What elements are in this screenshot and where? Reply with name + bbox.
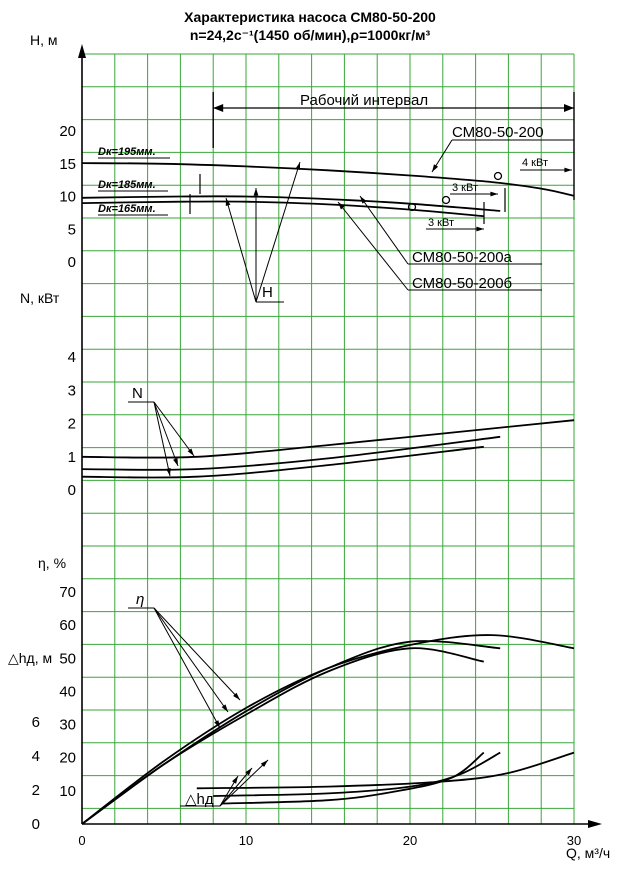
diameter-label-185: Dк=185мм.	[98, 179, 156, 191]
efficiency-tick-label: 10	[59, 782, 76, 800]
head-callout-arrow-head	[296, 162, 301, 170]
series-label-200a: СМ80-50-200а	[412, 249, 512, 266]
power-callout-arrow-head	[188, 449, 194, 457]
head-callout-arrow	[226, 198, 256, 302]
diameter-label-165: Dк=165мм.	[98, 203, 156, 215]
npsh-callout-arrow	[220, 760, 268, 806]
power-tick-label: 4	[67, 349, 76, 366]
efficiency-callout-label: η	[136, 591, 145, 608]
y-axis-arrow	[78, 44, 86, 58]
power-mark-arrow-head	[490, 192, 498, 197]
npsh-axis-label: △hд, м	[8, 650, 53, 666]
head-tick-label: 20	[59, 123, 76, 140]
power-callout-label: N	[132, 385, 143, 402]
x-tick-label: 10	[238, 833, 254, 848]
x-tick-label: 20	[402, 833, 418, 848]
npsh-tick-label: 6	[31, 714, 40, 731]
x-axis-arrow	[588, 820, 602, 828]
diameter-label-195: Dк=195мм.	[98, 146, 156, 158]
x-tick-label: 30	[566, 833, 582, 848]
efficiency-tick-label: 40	[59, 683, 76, 701]
series-leader-200-head	[432, 164, 438, 172]
npsh-callout-label: △hд	[185, 791, 214, 808]
efficiency-tick-label: 20	[59, 749, 76, 767]
x-axis-label: Q, м³/ч	[566, 845, 611, 861]
efficiency-tick-label: 60	[59, 617, 76, 635]
power-point	[495, 173, 502, 180]
npsh-curve-0	[197, 753, 574, 789]
efficiency-axis-label: η, %	[38, 555, 67, 571]
power-curve-0	[82, 420, 574, 457]
head-tick-label: 15	[59, 155, 76, 173]
npsh-tick-label: 0	[31, 816, 40, 833]
series-leader-200a	[360, 196, 408, 264]
interval-arrow-left	[213, 104, 223, 112]
power-tick-label: 2	[67, 415, 76, 433]
power-callout-arrow-head	[166, 468, 171, 476]
power-mark-4kw: 4 кВт	[522, 157, 548, 169]
series-label-200: СМ80-50-200	[452, 124, 544, 141]
head-tick-label: 0	[67, 254, 76, 271]
head-tick-label: 5	[67, 221, 76, 239]
series-label-200b: СМ80-50-200б	[412, 275, 513, 292]
power-tick-label: 0	[67, 482, 76, 499]
power-mark-arrow-head	[476, 227, 484, 232]
head-axis-label: Н, м	[30, 32, 58, 48]
power-mark-arrow-head	[564, 168, 572, 173]
head-callout-label: Н	[262, 284, 273, 301]
npsh-tick-label: 4	[31, 748, 40, 765]
head-callout-arrow	[256, 162, 300, 302]
head-callout-arrow-head	[254, 188, 259, 196]
x-tick-label: 0	[78, 833, 86, 848]
efficiency-callout-arrow-head	[222, 704, 228, 712]
power-mark-3kw-b: 3 кВт	[428, 217, 454, 229]
chart-subtitle: n=24,2с⁻¹(1450 об/мин),ρ=1000кг/м³	[189, 27, 431, 43]
npsh-callout-arrow-head	[232, 776, 238, 784]
efficiency-tick-label: 50	[59, 650, 76, 668]
power-point	[443, 197, 450, 204]
operating-interval-label: Рабочий интервал	[300, 92, 429, 109]
efficiency-tick-label: 30	[59, 716, 76, 734]
efficiency-curve-1	[82, 641, 500, 824]
power-tick-label: 3	[67, 382, 76, 400]
power-mark-3kw-a: 3 кВт	[452, 182, 478, 194]
efficiency-curve-2	[82, 648, 484, 824]
efficiency-callout-arrow	[154, 608, 228, 712]
power-axis-label: N, кВт	[20, 290, 60, 306]
efficiency-tick-label: 70	[59, 584, 76, 601]
npsh-tick-label: 2	[31, 782, 40, 799]
head-tick-label: 10	[59, 188, 76, 206]
power-tick-label: 1	[67, 448, 76, 466]
power-curve-1	[82, 437, 500, 470]
chart-title: Характеристика насоса СМ80-50-200	[184, 9, 436, 25]
efficiency-curve-0	[82, 635, 574, 824]
power-callout-arrow-head	[173, 458, 178, 466]
interval-arrow-right	[564, 104, 574, 112]
